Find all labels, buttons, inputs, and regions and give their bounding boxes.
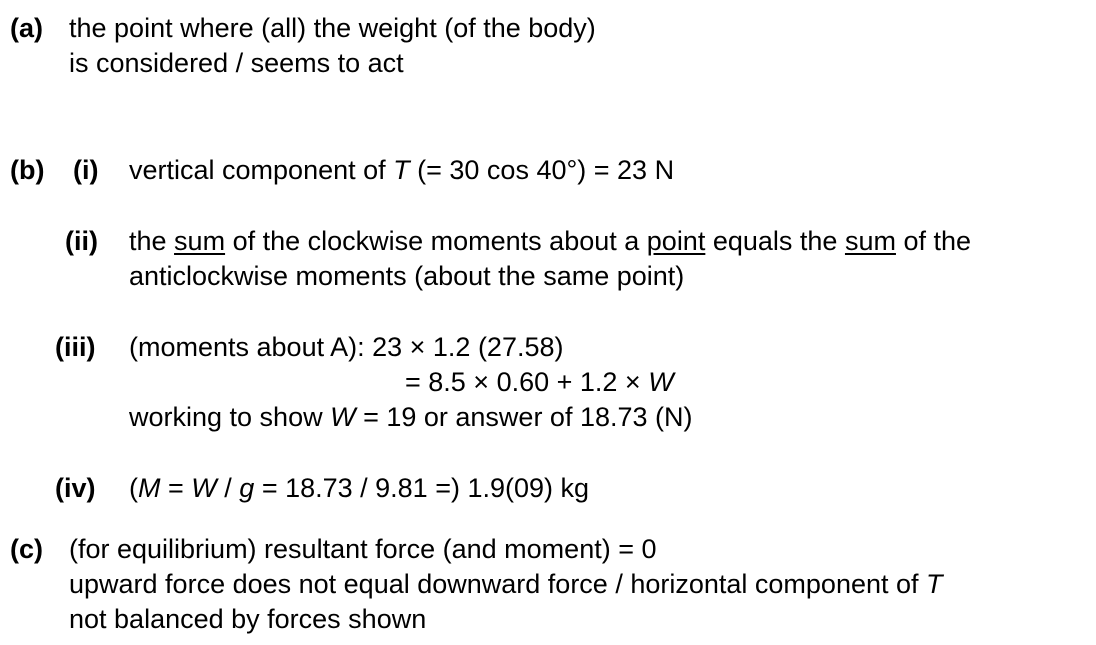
text-segment: of the <box>895 226 972 256</box>
part-b-iii-line-1: (moments about A): 23 × 1.2 (27.58) <box>129 332 564 362</box>
text-segment: working to show <box>129 402 331 432</box>
text-segment: the <box>129 226 175 256</box>
part-b-iii-line-3 <box>129 400 693 434</box>
part-b-i-answer <box>129 153 674 187</box>
part-a-line-2: is considered / seems to act <box>69 48 404 78</box>
part-c-line-1: (for equilibrium) resultant force (and moment) = 0 <box>69 534 657 564</box>
underlined-point: point <box>646 226 706 256</box>
part-b-iv-label: (iv) <box>55 473 96 503</box>
underlined-sum-1: sum <box>174 226 226 256</box>
symbol-t: T <box>926 569 943 599</box>
part-a-label: (a) <box>10 13 43 43</box>
text-segment: equals the <box>705 226 845 256</box>
text-segment: = <box>160 473 192 503</box>
symbol-m: M <box>138 473 161 503</box>
part-b-iii-label: (iii) <box>55 332 96 362</box>
text-segment: upward force does not equal downward force / horizontal component of <box>69 569 927 599</box>
part-b-ii-line-1 <box>129 224 971 258</box>
text-segment: = 18.73 / 9.81 =) 1.9(09) kg <box>254 473 590 503</box>
part-b-iii-line-2 <box>405 365 674 399</box>
symbol-t: T <box>393 155 410 185</box>
symbol-w: W <box>648 367 674 397</box>
part-c-label: (c) <box>10 534 43 564</box>
part-a-line-1: the point where (all) the weight (of the body) <box>69 13 596 43</box>
symbol-w: W <box>191 473 217 503</box>
equation-text: = 8.5 × 0.60 + 1.2 × <box>405 367 649 397</box>
symbol-g: g <box>239 473 255 503</box>
part-b-i-value: (= 30 cos 40°) = 23 N <box>409 155 675 185</box>
part-c-line-2 <box>69 567 943 601</box>
underlined-sum-2: sum <box>844 226 896 256</box>
part-b-i-label: (i) <box>73 155 99 185</box>
text-segment: of the clockwise moments about a <box>225 226 647 256</box>
text-segment: ( <box>129 473 138 503</box>
part-b-ii-label: (ii) <box>65 226 98 256</box>
part-b-label: (b) <box>10 155 45 185</box>
part-b-i-text: vertical component of <box>129 155 394 185</box>
part-b-iv-answer <box>129 471 589 505</box>
part-c-line-3: not balanced by forces shown <box>69 604 427 634</box>
text-segment: / <box>216 473 240 503</box>
text-segment: = 19 or answer of 18.73 (N) <box>355 402 693 432</box>
symbol-w: W <box>330 402 356 432</box>
part-b-ii-line-2: anticlockwise moments (about the same point) <box>129 261 685 291</box>
